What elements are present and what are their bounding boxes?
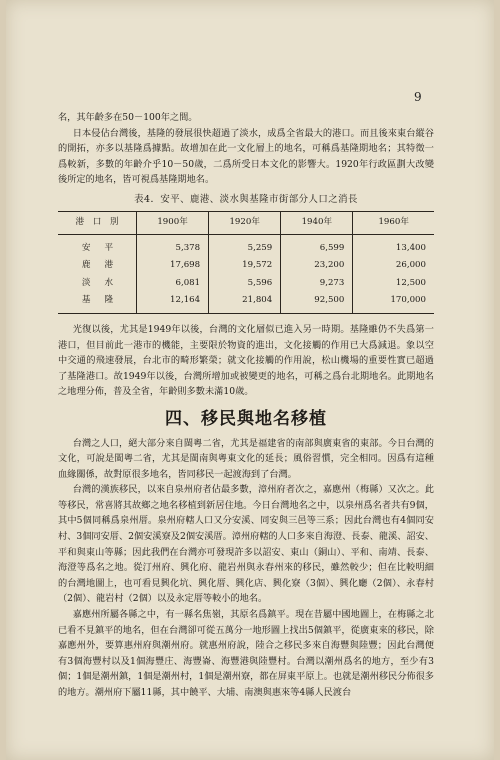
paragraph-migrants: 台灣之人口，絕大部分來自閩粵二省，尤其是福建省的南部與廣東省的東部。今日台灣的文化，可說是閩粵二省，尤其是閩南與粵東文化的延長；風俗習慣，完全相同。因爲有這種血緣關係，故對原很多地名，皆同移民一起渡海到了台灣。: [58, 437, 434, 480]
cell-value: 21,804: [209, 292, 281, 313]
cell-value: 92,500: [281, 292, 353, 313]
col-header-1960: 1960年: [353, 211, 434, 234]
table-row: [58, 292, 434, 313]
cell-value: 26,000: [353, 257, 434, 275]
table-row: [58, 257, 434, 275]
cell-value: 19,572: [209, 257, 281, 275]
cell-value: 5,596: [209, 275, 281, 293]
page-number: 9: [414, 90, 422, 104]
cell-value: 13,400: [353, 234, 434, 257]
population-table: [58, 211, 434, 314]
port-name: 鹿港: [81, 260, 128, 271]
paragraph-intro: 名，其年齡多在50－100年之間。: [58, 112, 198, 123]
cell-value: 5,259: [209, 234, 281, 257]
col-header-port: 港 口 別: [58, 211, 137, 234]
page-body: [58, 110, 434, 701]
col-header-1940: 1940年: [281, 211, 353, 234]
cell-value: 6,599: [281, 234, 353, 257]
paragraph-restoration: 光復以後，尤其是1949年以後，台灣的文化層似已進入另一時期。基隆雖仍不失爲第一港口，但目前此一港市的機能，主要限於物資的進出，文化接觸的作用已大爲減退。象以空中交通的飛速發展，台北市的畸形繁榮；就文化接觸的作用說，松山機場的重要性實已超過了基隆港口。故1949年以後，台灣所增加或被變更的地名，可稱之爲台北期地名。此期地名之地理分佈，普及全省，年齡則多數未滿10歲。: [58, 323, 434, 398]
col-header-1920: 1920年: [209, 211, 281, 234]
table-caption: 表4．安平、鹿港、淡水與基隆市街部分人口之消長: [134, 193, 358, 205]
port-name: 基隆: [81, 295, 128, 306]
cell-value: 9,273: [281, 275, 353, 293]
port-name: 安平: [81, 242, 128, 253]
document-page: [6, 0, 494, 760]
port-name: 淡水: [81, 277, 128, 288]
cell-value: 12,500: [353, 275, 434, 293]
paragraph-jiaying: 嘉應州所屬各縣之中，有一縣名焦嶺，其原名爲鎮平。現在昔屬中國地圖上，在梅縣之北已看不見鎮平的地名，但在台灣卻可從五萬分一地形圖上找出5個鎮平，從廣東來的移民，除嘉應州外，要算惠州府與潮州府。就惠州府說，陸合之移民多來自海豐與陸豐；因此台灣便有3個海豐村以及1個海豐庄、海豐崙、海豐港與陸豐村。台灣以潮州爲名的地方，至少有3個；1個是潮州鎮，1個是潮州村，1個是潮州寮，都在屏東平原上。也就是潮州移民分佈很多的地方。潮州府下屬11縣，其中饒平、大埔、南澳與惠來等4縣人民渡台: [58, 609, 434, 698]
table-header-row: [58, 211, 434, 234]
cell-value: 12,164: [137, 292, 209, 313]
paragraph-quanzhou: 台灣的漢族移民，以來自泉州府者佔最多數，漳州府者次之，嘉應州（梅縣）又次之。此等移民，常喜將其故鄉之地名移植到新居住地。今日台灣地名之中，以泉州爲名者共有9個，其中5個同稱爲泉州厝。泉州府轄人口又分安溪、同安與三邑等三系；因此台灣也有4個同安村、3個同安厝、2個安溪寮及2個安溪厝。漳州府轄的人口多來自海澄、長泰、龍溪、詔安、平和與東山等縣；因此我們在台灣亦可發現許多以詔安、東山（銅山）、平和、南靖、長泰、海澄等爲名之地。從汀州府、興化府、龍岩州與永春州來的移民，雖然較少；但在比較明細的台灣地圖上，也可看見興化坑、興化厝、興化店、興化寮（3個）、興化廳（2個）、永春村（2個）、龍岩村（2個）以及永定厝等較小的地名。: [58, 484, 434, 605]
cell-value: 23,200: [281, 257, 353, 275]
cell-value: 5,378: [137, 234, 209, 257]
cell-value: 6,081: [137, 275, 209, 293]
table-row: [58, 234, 434, 257]
cell-value: 17,698: [137, 257, 209, 275]
cell-value: 170,000: [353, 292, 434, 313]
col-header-1900: 1900年: [137, 211, 209, 234]
paragraph-japanese-era: 日本侵佔台灣後，基隆的發展很快超過了淡水，成爲全省最大的港口。而且後來東台縱谷的開拓，亦多以基隆爲據點。故增加在此一文化層上的地名，可稱爲基隆期地名；其特徵一爲較新，多數的年齡介乎10－50歲，二爲所受日本文化的影響大。1920年行政區劃大改變後所定的地名，皆可視爲基隆期地名。: [58, 127, 434, 186]
section-heading: 四、移民與地名移植: [165, 408, 327, 429]
table-row: [58, 275, 434, 293]
